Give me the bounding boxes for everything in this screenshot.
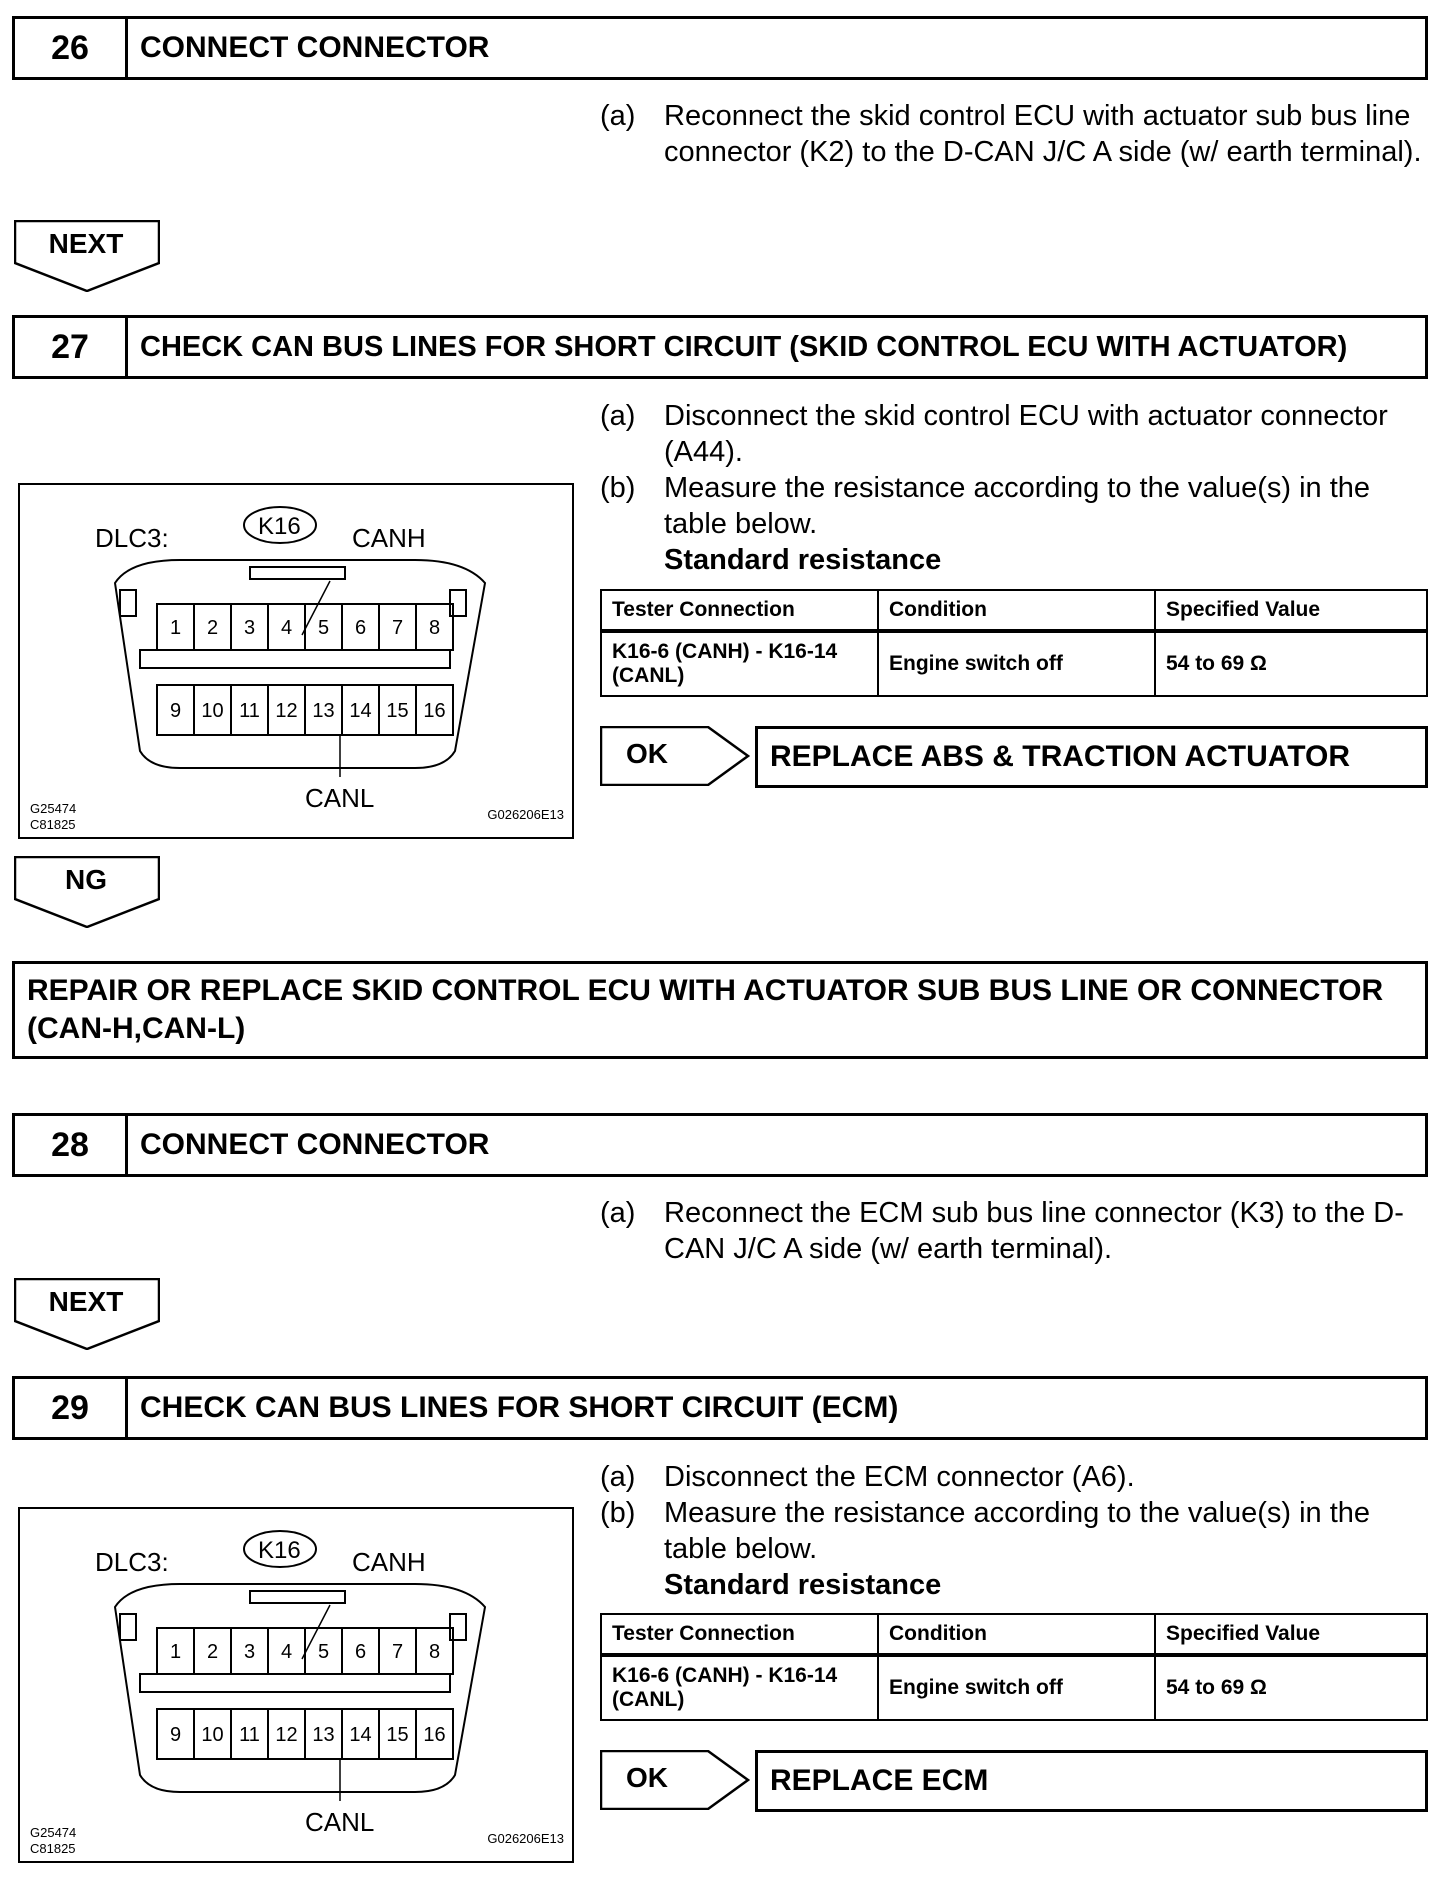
pin-number: 12 [275, 700, 298, 722]
repair-action-box: REPAIR OR REPLACE SKID CONTROL ECU WITH ACTUATOR SUB BUS LINE OR CONNECTOR (CAN-H,CAN-L) [12, 961, 1428, 1059]
pin-number: 12 [275, 1724, 298, 1746]
dlc3-label: DLC3: [95, 523, 169, 553]
instr-label: (b) [600, 1497, 636, 1529]
k16-label [250, 1533, 301, 1564]
resistance-table [600, 589, 1428, 697]
figure-code: G026206E13 [487, 807, 564, 822]
step-number: 28 [15, 1116, 128, 1174]
table-cell: 54 to 69 Ω [1155, 631, 1427, 696]
pin-number: 7 [391, 617, 404, 639]
pin-number: 15 [386, 700, 409, 722]
instr-label: (b) [600, 472, 636, 504]
figure-code: G026206E13 [487, 1831, 564, 1846]
canh-label: CANH [352, 1547, 426, 1577]
pin-number: 9 [169, 1724, 182, 1746]
canl-label: CANL [305, 1807, 375, 1837]
instr-label: (a) [600, 1197, 636, 1229]
k16-label [250, 509, 301, 540]
figure-code: G25474 [30, 1825, 77, 1840]
step-title: CONNECT CONNECTOR [140, 31, 490, 64]
pin-number: 6 [354, 1641, 367, 1663]
pin-number: 4 [280, 617, 293, 639]
ok-button-29[interactable] [600, 1750, 750, 1810]
pin-number: 13 [312, 1724, 335, 1746]
k16-text: K16 [258, 513, 301, 540]
ok-arrow-icon [600, 726, 750, 786]
table-cell: Engine switch off [878, 1655, 1155, 1720]
pin-number: 8 [428, 617, 441, 639]
pin-number: 4 [280, 1641, 293, 1663]
next-button-2[interactable] [14, 1278, 160, 1350]
step-27-instructions [600, 398, 1440, 578]
ok-arrow-icon [600, 1750, 750, 1810]
canh-label: CANH [352, 523, 426, 553]
step-26-instructions [600, 98, 1440, 170]
table-header: Condition [878, 590, 1155, 631]
pin-number: 5 [317, 1641, 330, 1663]
instr-text: Disconnect the ECM connector (A6). [664, 1461, 1135, 1493]
canl-label: CANL [305, 783, 375, 813]
pin-number: 5 [317, 617, 330, 639]
pin-number: 10 [201, 700, 224, 722]
step-28-header [12, 1113, 1428, 1177]
ng-label: NG [65, 864, 107, 895]
figure-code: C81825 [30, 817, 76, 832]
instr-label: (a) [600, 100, 636, 132]
pin-number: 11 [239, 1724, 260, 1746]
table-header: Tester Connection [601, 590, 878, 631]
pin-number: 11 [239, 700, 260, 722]
figure-code: G25474 [30, 801, 77, 816]
step-number: 26 [15, 19, 128, 77]
pin-number: 2 [206, 1641, 219, 1663]
pin-number: 3 [243, 1641, 256, 1663]
ok-action-box: REPLACE ABS & TRACTION ACTUATOR [755, 726, 1428, 788]
pin-number: 10 [201, 1724, 224, 1746]
step-26-header [12, 16, 1428, 80]
pin-number: 1 [169, 1641, 182, 1663]
pin-number: 6 [354, 617, 367, 639]
pin-number: 13 [312, 700, 335, 722]
instr-text: Measure the resistance according to the value(s) in the table below. [664, 472, 1371, 540]
pin-number: 15 [386, 1724, 409, 1746]
ok-button-27[interactable] [600, 726, 750, 786]
k16-text: K16 [258, 1537, 301, 1564]
resistance-table [600, 1613, 1428, 1721]
standard-resistance-label: Standard resistance [664, 544, 942, 576]
step-28-instructions [600, 1195, 1440, 1267]
pin-number: 3 [243, 617, 256, 639]
table-cell: Engine switch off [878, 631, 1155, 696]
pin-number: 9 [169, 700, 182, 722]
ok-label: OK [626, 1762, 668, 1793]
ok-action-box: REPLACE ECM [755, 1750, 1428, 1812]
instr-label: (a) [600, 400, 636, 432]
next-label: NEXT [48, 228, 124, 259]
instr-text: Reconnect the skid control ECU with actuator sub bus line connector (K2) to the D-CAN J/C A side (w/ earth terminal). [664, 100, 1422, 168]
table-header: Specified Value [1155, 590, 1427, 631]
ng-button[interactable] [14, 856, 160, 928]
step-title: CONNECT CONNECTOR [140, 1128, 490, 1161]
step-title: CHECK CAN BUS LINES FOR SHORT CIRCUIT (ECM) [140, 1391, 899, 1424]
step-29-instructions [600, 1459, 1440, 1603]
step-27-header [12, 315, 1428, 379]
table-header: Condition [878, 1614, 1155, 1655]
table-header: Specified Value [1155, 1614, 1427, 1655]
instr-text: Measure the resistance according to the value(s) in the table below. [664, 1497, 1371, 1565]
figure-code: C81825 [30, 1841, 76, 1856]
step-title: CHECK CAN BUS LINES FOR SHORT CIRCUIT (SKID CONTROL ECU WITH ACTUATOR) [140, 330, 1348, 363]
dlc3-diagram [18, 1507, 574, 1863]
standard-resistance-label: Standard resistance [664, 1569, 942, 1601]
step-29-header [12, 1376, 1428, 1440]
step-number: 27 [15, 318, 128, 376]
pin-number: 14 [349, 1724, 372, 1746]
pin-number: 7 [391, 1641, 404, 1663]
instr-text: Reconnect the ECM sub bus line connector (K3) to the D-CAN J/C A side (w/ earth terminal). [664, 1197, 1404, 1265]
instr-text: Disconnect the skid control ECU with actuator connector (A44). [664, 400, 1388, 468]
table-header: Tester Connection [601, 1614, 878, 1655]
table-cell: K16-6 (CANH) - K16-14 (CANL) [601, 631, 878, 696]
table-cell: K16-6 (CANH) - K16-14 (CANL) [601, 1655, 878, 1720]
pin-number: 8 [428, 1641, 441, 1663]
instr-label: (a) [600, 1461, 636, 1493]
pin-number: 16 [423, 1724, 446, 1746]
pin-number: 1 [169, 617, 182, 639]
dlc3-diagram [18, 483, 574, 839]
step-number: 29 [15, 1379, 128, 1437]
table-cell: 54 to 69 Ω [1155, 1655, 1427, 1720]
pin-number: 2 [206, 617, 219, 639]
next-label: NEXT [48, 1286, 124, 1317]
next-button-1[interactable] [14, 220, 160, 292]
ok-label: OK [626, 738, 668, 769]
dlc3-label: DLC3: [95, 1547, 169, 1577]
pin-number: 16 [423, 700, 446, 722]
pin-number: 14 [349, 700, 372, 722]
